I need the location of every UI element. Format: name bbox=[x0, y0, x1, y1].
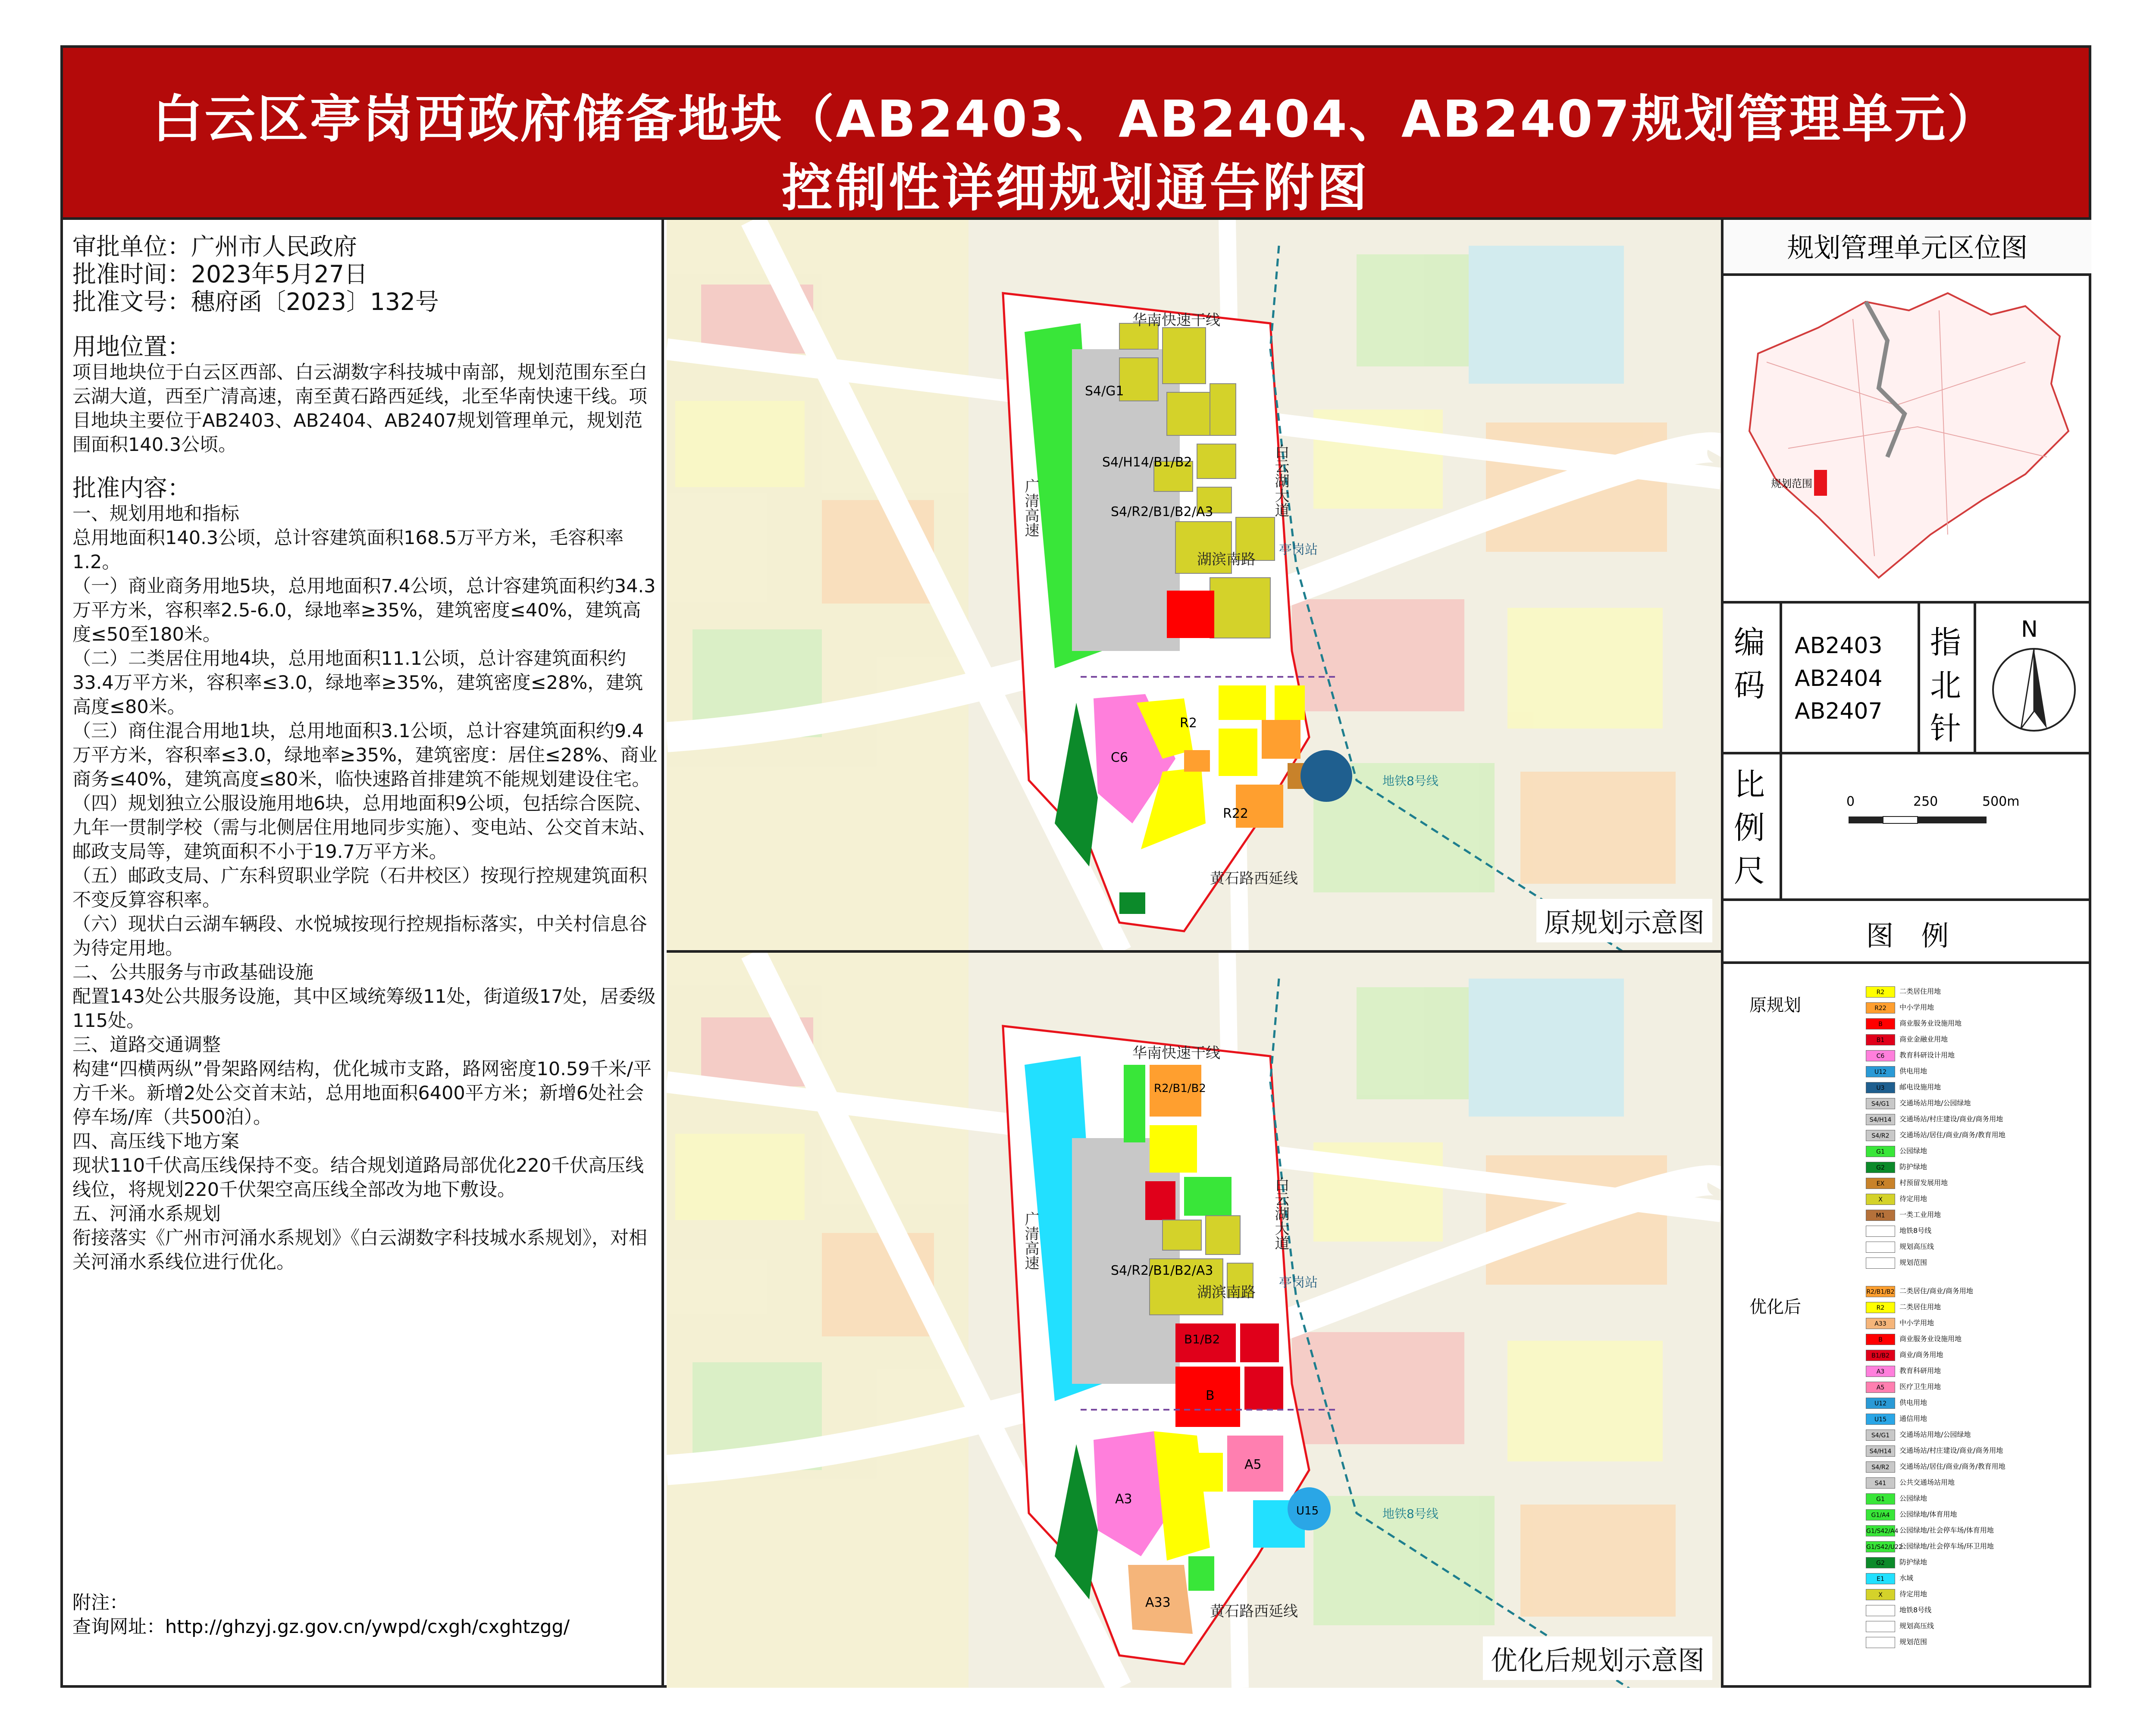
legend-item bbox=[1866, 1396, 1927, 1409]
road-label-lake: 湖滨南路 bbox=[1197, 551, 1256, 568]
legend-swatch bbox=[1866, 1258, 1895, 1269]
legend-swatch: R2 bbox=[1866, 1302, 1895, 1313]
legend-swatch: A5 bbox=[1866, 1382, 1895, 1393]
legend-heading: 图 例 bbox=[1866, 920, 1949, 952]
optimized-plan-map bbox=[667, 953, 1721, 1688]
legend-swatch: U3 bbox=[1866, 1082, 1895, 1093]
location-area-label: 规划范围 bbox=[1771, 478, 1812, 490]
approval-para: 四、高压线下地方案 bbox=[72, 1131, 239, 1152]
north-arrow-icon bbox=[1991, 642, 2077, 741]
parcel-label: S4/H14/B1/B2 bbox=[1102, 455, 1192, 470]
legend-text: 供电用地 bbox=[1899, 1067, 1927, 1075]
legend-item bbox=[1866, 1460, 2006, 1473]
legend-swatch: G2 bbox=[1866, 1162, 1895, 1173]
legend-swatch: S41 bbox=[1866, 1477, 1895, 1489]
legend-text: 公园绿地/社会停车场/体育用地 bbox=[1899, 1526, 1994, 1534]
legend-item bbox=[1866, 1540, 1994, 1553]
unit-code: AB2404 bbox=[1795, 666, 1883, 691]
legend-text: 商业金融业用地 bbox=[1899, 1035, 1948, 1043]
legend-swatch: S4/H14 bbox=[1866, 1114, 1895, 1125]
legend-text: 医疗卫生用地 bbox=[1899, 1383, 1941, 1391]
legend-item bbox=[1866, 1240, 1934, 1253]
legend-item bbox=[1866, 1001, 1934, 1014]
legend-text: 地铁8号线 bbox=[1899, 1226, 1932, 1235]
location-map-heading: 规划管理单元区位图 bbox=[1724, 220, 2091, 276]
document-number: 批准文号：穗府函〔2023〕132号 bbox=[72, 288, 439, 316]
legend-swatch: C6 bbox=[1866, 1050, 1895, 1061]
legend-swatch: G1 bbox=[1866, 1493, 1895, 1505]
legend-text: 商业服务业设施用地 bbox=[1899, 1335, 1962, 1343]
legend-item bbox=[1866, 1097, 1971, 1110]
road-label-west: 广清高速 bbox=[1022, 479, 1039, 537]
legend-swatch: R22 bbox=[1866, 1002, 1895, 1014]
legend-swatch bbox=[1866, 1621, 1895, 1632]
legend-item bbox=[1866, 1428, 1971, 1441]
parcel-label: B bbox=[1206, 1388, 1215, 1403]
legend-swatch: A33 bbox=[1866, 1318, 1895, 1329]
parcel-label: S4/G1 bbox=[1085, 384, 1124, 399]
legend-swatch: A3 bbox=[1866, 1366, 1895, 1377]
legend-item bbox=[1866, 1572, 1913, 1585]
legend-text: 二类居住用地 bbox=[1899, 987, 1941, 995]
parcel-label: A5 bbox=[1244, 1457, 1262, 1472]
legend-item bbox=[1866, 1476, 1955, 1489]
legend-swatch: S4/R2 bbox=[1866, 1461, 1895, 1473]
left-text-panel bbox=[60, 220, 664, 1688]
legend-item bbox=[1866, 1285, 1973, 1298]
legend-item bbox=[1866, 1033, 1948, 1046]
road-label-north: 华南快速干线 bbox=[1132, 1045, 1220, 1062]
legend-item bbox=[1866, 1492, 1927, 1505]
scale-tick: 0 bbox=[1846, 794, 1855, 809]
legend-text: 交通场站用地/公园绿地 bbox=[1899, 1430, 1971, 1439]
approval-para: 总用地面积140.3公顷，总计容建筑面积168.5万平方米，毛容积率1.2。 bbox=[72, 527, 624, 573]
legend-item bbox=[1866, 1524, 1994, 1537]
unit-code: AB2407 bbox=[1795, 698, 1883, 724]
scale-tick: 500m bbox=[1982, 794, 2020, 809]
legend-text: 交通场站/居住/商业/商务/教育用地 bbox=[1899, 1131, 2006, 1139]
scale-label: 比例尺 bbox=[1733, 766, 1765, 889]
legend-text: 规划高压线 bbox=[1899, 1622, 1934, 1630]
legend-text: 公园绿地 bbox=[1899, 1147, 1927, 1155]
legend-item bbox=[1866, 1364, 1941, 1377]
scale-tick: 250 bbox=[1913, 794, 1938, 809]
legend-swatch: U12 bbox=[1866, 1066, 1895, 1077]
legend-swatch: X bbox=[1866, 1589, 1895, 1600]
metro-label: 地铁8号线 bbox=[1382, 1507, 1438, 1521]
legend-item bbox=[1866, 1333, 1962, 1345]
legend-swatch: S4/H14 bbox=[1866, 1445, 1895, 1457]
location-heading: 用地位置： bbox=[72, 333, 191, 360]
legend-item bbox=[1866, 1636, 1927, 1649]
legend-text: 防护绿地 bbox=[1899, 1163, 1927, 1171]
road-label-north: 华南快速干线 bbox=[1132, 312, 1220, 329]
legend-item bbox=[1866, 1081, 1941, 1094]
approval-para: 配置143处公共服务设施，其中区域统筹级11处，街道级17处，居委级115处。 bbox=[72, 986, 656, 1032]
parcel-label: R2/B1/B2 bbox=[1154, 1082, 1206, 1095]
road-label-west: 广清高速 bbox=[1022, 1211, 1039, 1270]
approval-para: 三、道路交通调整 bbox=[72, 1034, 221, 1056]
legend-swatch: G1 bbox=[1866, 1146, 1895, 1157]
parcel-label: A33 bbox=[1145, 1595, 1171, 1610]
legend-text: 交通场站/村庄建设/商业/商务用地 bbox=[1899, 1446, 2003, 1455]
legend-swatch: EX bbox=[1866, 1178, 1895, 1189]
legend-text: 待定用地 bbox=[1899, 1590, 1927, 1598]
legend-item bbox=[1866, 1129, 2006, 1142]
legend-swatch: R2/B1/B2 bbox=[1866, 1286, 1895, 1297]
legend-item bbox=[1866, 1588, 1927, 1601]
legend-item bbox=[1866, 1256, 1927, 1269]
station-label: 亭岗站 bbox=[1279, 542, 1318, 557]
approval-para: （一）商业商务用地5块，总用地面积7.4公顷，总计容建筑面积约34.3万平方米，容积率2.5-6.0，绿地率≥35%，建筑密度≤40%，建筑高度≤50至180米。 bbox=[72, 576, 656, 645]
parcel-label: S4/R2/B1/B2/A3 bbox=[1111, 1263, 1213, 1278]
legend-text: 商业/商务用地 bbox=[1899, 1351, 1943, 1359]
station-label: 亭岗站 bbox=[1279, 1275, 1318, 1290]
legend-text: 规划范围 bbox=[1899, 1638, 1927, 1646]
legend-item bbox=[1866, 1161, 1927, 1173]
legend-item bbox=[1866, 1620, 1934, 1633]
legend-swatch: B1 bbox=[1866, 1034, 1895, 1045]
legend-text: 二类居住/商业/商务用地 bbox=[1899, 1287, 1973, 1295]
legend-text: 中小学用地 bbox=[1899, 1319, 1934, 1327]
approval-para: 衔接落实《广州市河涌水系规划》《白云湖数字科技城水系规划》，对相关河涌水系线位进行优化。 bbox=[72, 1227, 647, 1273]
legend-text: 教育科研用地 bbox=[1899, 1367, 1941, 1375]
metro-label: 地铁8号线 bbox=[1382, 774, 1438, 788]
legend-swatch: B bbox=[1866, 1334, 1895, 1345]
legend-item bbox=[1866, 1145, 1927, 1158]
legend-swatch: G1/S42/U22 bbox=[1866, 1541, 1895, 1552]
legend-item bbox=[1866, 1380, 1941, 1393]
approval-para: （六）现状白云湖车辆段、水悦城按现行控规指标落实，中关村信息谷为待定用地。 bbox=[72, 913, 647, 959]
legend-swatch bbox=[1866, 1242, 1895, 1253]
scale-box bbox=[1724, 754, 2091, 901]
unit-code: AB2403 bbox=[1795, 633, 1883, 659]
legend-swatch: S4/G1 bbox=[1866, 1430, 1895, 1441]
legend-item bbox=[1866, 1317, 1934, 1330]
legend-text: 地铁8号线 bbox=[1899, 1606, 1932, 1614]
approval-para: （二）二类居住用地4块，总用地面积11.1公顷，总计容建筑面积约33.4万平方米，容积率≤3.0，绿地率≥35%，建筑密度≤28%，建筑高度≤80米。 bbox=[72, 648, 643, 718]
legend-text: 公共交通场站用地 bbox=[1899, 1478, 1955, 1486]
title-line-1: 白云区亭岗西政府储备地块（AB2403、AB2404、AB2407规划管理单元） bbox=[152, 89, 2000, 149]
legend-text: 交通场站/居住/商业/商务/教育用地 bbox=[1899, 1462, 2006, 1470]
legend-text: 交通场站用地/公园绿地 bbox=[1899, 1099, 1971, 1107]
legend-swatch: G1/A4 bbox=[1866, 1509, 1895, 1520]
legend-item bbox=[1866, 1049, 1955, 1062]
legend-text: 邮电设施用地 bbox=[1899, 1083, 1941, 1091]
legend-item bbox=[1866, 1604, 1931, 1617]
legend-original-label: 原规划 bbox=[1749, 995, 1801, 1015]
legend-item bbox=[1866, 1348, 1943, 1361]
legend-swatch bbox=[1866, 1605, 1895, 1616]
legend-text: 规划高压线 bbox=[1899, 1242, 1934, 1251]
location-map bbox=[1724, 276, 2091, 604]
parcel-label: S4/R2/B1/B2/A3 bbox=[1111, 504, 1213, 519]
approval-para: （四）规划独立公服设施用地6块，总用地面积9公顷，包括综合医院、九年一贯制学校（需与北侧居住用地同步实施）、变电站、公交首末站、邮政支局等，建筑面积不小于19.7万平方米。 bbox=[72, 793, 657, 863]
original-plan-map bbox=[667, 220, 1721, 953]
legend-item bbox=[1866, 1113, 2003, 1126]
title-bar bbox=[60, 45, 2091, 220]
legend-swatch: B bbox=[1866, 1018, 1895, 1029]
legend-item bbox=[1866, 1508, 1957, 1521]
legend-item bbox=[1866, 1017, 1962, 1030]
legend-swatch bbox=[1866, 1226, 1895, 1237]
approver: 审批单位：广州市人民政府 bbox=[72, 233, 357, 260]
optimized-map-label: 优化后规划示意图 bbox=[1483, 1636, 1712, 1680]
legend-text: 中小学用地 bbox=[1899, 1003, 1934, 1011]
parcel-label: B1/B2 bbox=[1184, 1332, 1220, 1346]
legend-swatch: G2 bbox=[1866, 1557, 1895, 1568]
legend-swatch: E1 bbox=[1866, 1573, 1895, 1584]
legend-text: 教育科研设计用地 bbox=[1899, 1051, 1955, 1059]
legend-text: 规划范围 bbox=[1899, 1258, 1927, 1267]
approval-para: 现状110千伏高压线保持不变。结合规划道路局部优化220千伏高压线线位，将规划220千伏架空高压线全部改为地下敷设。 bbox=[72, 1155, 644, 1201]
legend-text: 公园绿地/体育用地 bbox=[1899, 1510, 1957, 1518]
legend-swatch: S4/G1 bbox=[1866, 1098, 1895, 1109]
parcel-label: U15 bbox=[1296, 1505, 1319, 1517]
code-label: 编码 bbox=[1733, 624, 1765, 704]
legend-text: 公园绿地/社会停车场/环卫用地 bbox=[1899, 1542, 1994, 1550]
legend-item bbox=[1866, 1208, 1941, 1221]
parcel-label: R22 bbox=[1223, 806, 1249, 821]
location-map-svg bbox=[1724, 276, 2091, 601]
legend-text: 待定用地 bbox=[1899, 1195, 1927, 1203]
legend-text: 二类居住用地 bbox=[1899, 1303, 1941, 1311]
parcel-label: A3 bbox=[1115, 1492, 1132, 1507]
optimized-map-svg bbox=[667, 953, 1721, 1688]
legend-text: 通信用地 bbox=[1899, 1414, 1927, 1423]
legend-item bbox=[1866, 1301, 1941, 1314]
approval-date: 批准时间：2023年5月27日 bbox=[72, 260, 368, 288]
legend-text: 一类工业用地 bbox=[1899, 1211, 1941, 1219]
legend-swatch: M1 bbox=[1866, 1210, 1895, 1221]
title-line-2: 控制性详细规划通告附图 bbox=[781, 158, 1370, 218]
road-label-south: 黄石路西延线 bbox=[1210, 870, 1298, 887]
note-heading: 附注： bbox=[72, 1592, 128, 1614]
legend-text: 供电用地 bbox=[1899, 1398, 1927, 1407]
original-map-svg bbox=[667, 220, 1721, 953]
legend-item bbox=[1866, 1556, 1927, 1569]
legend-text: 防护绿地 bbox=[1899, 1558, 1927, 1566]
legend-item bbox=[1866, 1444, 2003, 1457]
legend-optimized-label: 优化后 bbox=[1749, 1297, 1801, 1317]
road-label-east: 白云湖大道 bbox=[1272, 1177, 1289, 1250]
legend-text: 交通场站/村庄建设/商业/商务用地 bbox=[1899, 1115, 2003, 1123]
approval-para: 一、规划用地和指标 bbox=[72, 503, 239, 525]
legend-swatch: U12 bbox=[1866, 1398, 1895, 1409]
original-map-label: 原规划示意图 bbox=[1536, 899, 1712, 942]
scale-bar bbox=[1849, 815, 2012, 828]
approval-para: 构建“四横两纵”骨架路网结构，优化城市支路，路网密度10.59千米/平方千米。新增2处公交首末站，总用地面积6400平方米；新增6处社会停车场/库（共500泊）。 bbox=[72, 1058, 652, 1128]
north-letter: N bbox=[2021, 616, 2038, 642]
location-text: 项目地块位于白云区西部、白云湖数字科技城中南部，规划范围东至白云湖大道，西至广清高速，南至黄石路西延线，北至华南快速干线。项目地块主要位于AB2403、AB2404、AB2407规划管理单元，规划范围面积140.3公顷。 bbox=[72, 362, 647, 456]
parcel-label: R2 bbox=[1180, 716, 1197, 731]
legend-text: 村预留发展用地 bbox=[1899, 1179, 1948, 1187]
north-label: 指北针 bbox=[1930, 624, 1961, 747]
code-north-box bbox=[1724, 604, 2091, 754]
legend-item bbox=[1866, 1176, 1948, 1189]
legend-swatch: X bbox=[1866, 1194, 1895, 1205]
legend-swatch: U15 bbox=[1866, 1414, 1895, 1425]
approval-para: （五）邮政支局、广东科贸职业学院（石井校区）按现行控规建筑面积不变反算容积率。 bbox=[72, 865, 647, 911]
approval-heading: 批准内容： bbox=[72, 474, 191, 502]
legend-item bbox=[1866, 1065, 1927, 1078]
legend-item bbox=[1866, 1192, 1927, 1205]
legend-text: 水域 bbox=[1899, 1574, 1914, 1582]
legend-text: 公园绿地 bbox=[1899, 1494, 1927, 1502]
legend-text: 商业服务业设施用地 bbox=[1899, 1019, 1962, 1027]
legend-item bbox=[1866, 1412, 1927, 1425]
query-url[interactable]: 查询网址：http://ghzyj.gz.gov.cn/ywpd/cxgh/cxghtzgg/ bbox=[72, 1616, 570, 1638]
approval-para: 二、公共服务与市政基础设施 bbox=[72, 962, 313, 983]
legend-swatch: G1/S42/A4 bbox=[1866, 1525, 1895, 1536]
right-info-panel bbox=[1721, 220, 2091, 1688]
approval-para: 五、河涌水系规划 bbox=[72, 1203, 221, 1225]
legend-item bbox=[1866, 1224, 1931, 1237]
approval-para: （三）商住混合用地1块，总用地面积3.1公顷，总计容建筑面积约9.4万平方米，容积率≤3.0，绿地率≥35%，建筑密度：居住≤28%、商业商务≤40%，建筑高度≤80米，临快速路首排建筑不能规划建设住宅。 bbox=[72, 720, 658, 790]
legend-item bbox=[1866, 985, 1941, 998]
road-label-lake: 湖滨南路 bbox=[1197, 1284, 1256, 1301]
legend-swatch: B1/B2 bbox=[1866, 1350, 1895, 1361]
parcel-label: C6 bbox=[1111, 750, 1128, 765]
road-label-south: 黄石路西延线 bbox=[1210, 1603, 1298, 1620]
legend-swatch: S4/R2 bbox=[1866, 1130, 1895, 1141]
legend-swatch: R2 bbox=[1866, 986, 1895, 998]
road-label-east: 白云湖大道 bbox=[1272, 444, 1289, 517]
legend-swatch bbox=[1866, 1637, 1895, 1648]
